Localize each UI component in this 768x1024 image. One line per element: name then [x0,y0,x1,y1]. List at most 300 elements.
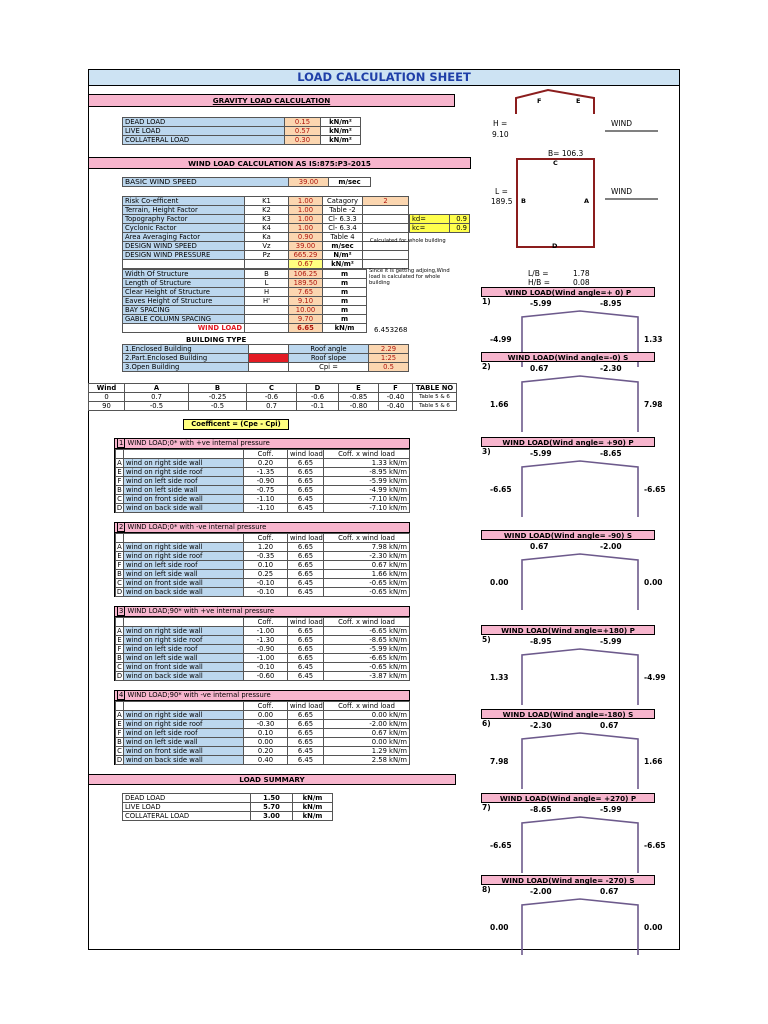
case-windload: 6.65 [288,570,324,579]
case-coff: -1.10 [244,504,288,513]
case-desc: wind on right side roof [124,720,244,729]
case-face: F [116,477,124,486]
case-windload: 6.45 [288,579,324,588]
dimension-value: 189.50 [289,279,323,288]
case-col-header: wind load [288,618,324,627]
wind-case-title: WIND LOAD;90* with -ve internal pressure [127,691,271,699]
label-C: C [553,159,558,167]
case-coff: -0.35 [244,552,288,561]
right-wall-load: -6.65 [644,841,666,850]
dimension-symbol [245,306,289,315]
kd-kc-table [409,214,470,233]
ratio-HB-value: 0.08 [573,278,590,287]
table-row [89,402,457,411]
case-coff: -0.90 [244,645,288,654]
case-desc: wind on back side wall [124,504,244,513]
wind-case-title: WIND LOAD;0* with +ve internal pressure [127,439,270,447]
page-title: LOAD CALCULATION SHEET [88,69,680,86]
table-row [116,561,410,570]
dimension-symbol [245,315,289,324]
table-row [116,588,410,597]
summary-unit: kN/m [293,794,333,803]
label-F: F [537,97,542,105]
coeff-cell: 90 [89,402,125,411]
factor-value: 1.00 [289,224,323,233]
summary-label: COLLATERAL LOAD [123,812,251,821]
case-col-header: Coff. [244,618,288,627]
case-desc: wind on front side wall [124,495,244,504]
wind-case-number: 4 [119,691,124,699]
case-face: D [116,672,123,680]
table-row [116,711,410,720]
factor-ref: kN/m² [323,260,363,269]
dimension-value: 106.25 [289,270,323,279]
frame-outline [522,733,638,789]
case-coff: -0.10 [244,663,288,672]
case-windload: 6.65 [288,459,324,468]
case-face: C [117,495,122,503]
right-roof-load: -5.99 [600,805,622,814]
building-type-option[interactable]: 2.Part.Enclosed Building [123,354,249,363]
case-desc: wind on right side wall [124,459,244,468]
coeff-cell: -0.40 [379,402,413,411]
case-result: -4.99 kN/m [324,486,410,495]
table-row [123,315,367,324]
frame-number: 2) [482,362,491,371]
left-roof-load: 0.67 [530,364,549,373]
case-col-header: wind load [288,702,324,711]
coeff-cell: -0.5 [189,402,247,411]
coeff-cell: -0.6 [247,393,297,402]
factor-ref: N/m² [323,251,363,260]
frame-title: WIND LOAD(Wind angle= -90) S [481,530,655,540]
case-face: C [117,747,122,755]
factor-ref: Catagory [323,197,363,206]
blank-cell [116,534,124,543]
wind-label-1: WIND [611,119,633,128]
coeff-cell: 0.7 [247,402,297,411]
table-row [123,233,409,242]
table-row [123,206,409,215]
dimensions-table [122,269,367,333]
table-row [123,127,361,136]
table-row [116,672,410,681]
summary-value: 3.00 [251,812,293,821]
roof-param-value: 1:25 [369,354,409,363]
table-row [123,324,367,333]
portal-frame [520,647,640,707]
wind-case-1 [114,438,410,513]
case-face: A [117,543,122,551]
table-row [123,178,371,187]
case-desc: wind on back side wall [124,588,244,597]
left-roof-load: -8.65 [530,805,552,814]
dimension-unit: m [323,315,367,324]
gravity-label: LIVE LOAD [123,127,285,136]
frame-outline [522,461,638,517]
left-roof-load: -2.00 [530,887,552,896]
wind-case-2 [114,522,410,597]
case-desc: wind on left side wall [124,570,244,579]
frame-title: WIND LOAD(Wind angle=-180) S [481,709,655,719]
dimension-symbol [245,324,289,333]
frame-outline [522,376,638,432]
table-row [123,197,409,206]
frame-outline [522,899,638,955]
factor-symbol: K3 [245,215,289,224]
factor-value: 0.67 [289,260,323,269]
right-roof-load: -2.30 [600,364,622,373]
case-col-header: wind load [288,534,324,543]
table-row [123,242,409,251]
case-desc: wind on back side wall [124,756,244,765]
case-desc: wind on left side wall [124,654,244,663]
case-result: -8.95 kN/m [324,468,410,477]
table-row [116,702,410,711]
dimension-symbol: H' [245,297,289,306]
table-row [116,663,410,672]
right-wall-load: -4.99 [644,673,666,682]
case-desc: wind on left side wall [124,486,244,495]
right-wall-load: 1.66 [644,757,663,766]
case-coff: -1.30 [244,636,288,645]
coeff-cell: 0.7 [125,393,189,402]
case-result: -0.65 kN/m [324,588,410,597]
factor-extra [363,215,409,224]
building-type-heading: BUILDING TYPE [186,336,247,344]
wind-case-header [115,439,409,449]
case-coff: 1.20 [244,543,288,552]
table-row [123,354,409,363]
case-result: -3.87 kN/m [324,672,410,681]
case-result: 7.98 kN/m [324,543,410,552]
case-result: -8.65 kN/m [324,636,410,645]
table-row [123,215,409,224]
factor-ref: Table 4 [323,233,363,242]
summary-unit: kN/m [293,812,333,821]
factor-value: 39.00 [289,242,323,251]
case-desc: wind on left side roof [124,477,244,486]
right-wall-load: 1.33 [644,335,663,344]
case-windload: 6.45 [288,588,324,597]
case-windload: 6.65 [288,711,324,720]
coeff-header: C [247,384,297,393]
case-coff: -0.10 [244,588,288,597]
case-result: -0.65 kN/m [324,579,410,588]
table-row [123,118,361,127]
coeff-cell: -0.6 [297,393,339,402]
case-face: A [117,459,122,467]
right-roof-load: -5.99 [600,637,622,646]
table-row [123,345,409,354]
table-row [116,504,410,513]
right-wall-load: 0.00 [644,923,663,932]
dimension-unit: m [323,306,367,315]
portal-frame [520,552,640,612]
case-col-header: Coff. x wind load [324,450,410,459]
summary-value: 5.70 [251,803,293,812]
factor-label: Risk Co-efficent [123,197,245,206]
case-windload: 6.45 [288,663,324,672]
table-row [123,279,367,288]
case-desc: wind on left side wall [124,738,244,747]
B-dimension: B= 106.3 [548,149,584,158]
case-windload: 6.65 [288,468,324,477]
coeff-header: B [189,384,247,393]
gravity-unit: kN/m² [321,127,361,136]
coeff-cell: -0.1 [297,402,339,411]
table-row [116,747,410,756]
table-row [123,270,367,279]
roof-param-label: Roof angle [289,345,369,354]
table-row [116,654,410,663]
H-value: 9.10 [492,130,509,139]
wind-case-number: 1 [119,439,124,447]
case-col-header: Coff. [244,702,288,711]
case-windload: 6.45 [288,672,324,681]
wind-case-table [115,617,410,681]
right-wall-load: 7.98 [644,400,663,409]
case-coff: 0.20 [244,747,288,756]
factor-value: 1.00 [289,215,323,224]
gravity-value: 0.57 [285,127,321,136]
case-result: 0.00 kN/m [324,711,410,720]
frame-title: WIND LOAD(Wind angle=+180) P [481,625,655,635]
case-desc: wind on front side wall [124,747,244,756]
case-windload: 6.65 [288,561,324,570]
case-col-header: Coff. x wind load [324,534,410,543]
summary-unit: kN/m [293,803,333,812]
note-whole-building: Calculated for whole building [370,238,446,244]
table-row [89,393,457,402]
case-face: D [116,504,123,512]
case-face: F [116,645,124,654]
coeff-header: TABLE NO [413,384,457,393]
wind-load-extra: 6.453268 [374,326,408,334]
right-roof-load: 0.67 [600,721,619,730]
frame-number: 3) [482,447,491,456]
case-desc: wind on left side roof [124,645,244,654]
frame-number: 5) [482,635,491,644]
ratio-HB-label: H/B = [528,278,550,287]
wind-heading: WIND LOAD CALCULATION AS IS:875:P3-2015 [88,157,471,169]
coeff-header: D [297,384,339,393]
left-wall-load: 1.33 [490,673,509,682]
factor-value: 1.00 [289,197,323,206]
factor-extra: 2 [363,197,409,206]
case-desc: wind on right side wall [124,627,244,636]
case-result: -2.30 kN/m [324,552,410,561]
case-face: D [116,756,123,764]
label-B: B [521,197,526,205]
table-row [116,552,410,561]
case-coff: -1.10 [244,495,288,504]
case-col-header: Coff. [244,450,288,459]
case-windload: 6.45 [288,495,324,504]
case-windload: 6.45 [288,504,324,513]
kd-value: 0.9 [450,215,470,224]
case-result: -7.10 kN/m [324,504,410,513]
wind-case-3 [114,606,410,681]
basic-wind-table [122,177,371,187]
table-row [123,297,367,306]
building-type-selected-marker [249,354,289,363]
dimension-label: GABLE COLUMN SPACING [123,315,245,324]
H-label: H = [493,119,508,128]
case-col-header: Coff. x wind load [324,618,410,627]
table-row [116,720,410,729]
case-coff: -1.35 [244,468,288,477]
case-face: A [117,627,122,635]
case-desc: wind on right side wall [124,543,244,552]
coeff-header: E [339,384,379,393]
case-coff: -1.00 [244,654,288,663]
case-desc: wind on left side roof [124,561,244,570]
case-face: B [117,738,122,746]
coeff-cell: 0 [89,393,125,402]
dimension-value: 7.65 [289,288,323,297]
factor-value: 1.00 [289,206,323,215]
wind-case-header [115,691,409,701]
coeff-header: F [379,384,413,393]
blank-cell [124,618,244,627]
case-windload: 6.65 [288,552,324,561]
factor-label: Area Averaging Factor [123,233,245,242]
case-coff: -0.10 [244,579,288,588]
frame-outline [522,554,638,610]
frame-number: 1) [482,297,491,306]
frame-title: WIND LOAD(Wind angle= +270) P [481,793,655,803]
dimension-value: 6.65 [289,324,323,333]
summary-table [122,793,333,821]
left-roof-load: -2.30 [530,721,552,730]
left-wall-load: -6.65 [490,485,512,494]
ratio-LB-value: 1.78 [573,269,590,278]
case-coff: 0.10 [244,561,288,570]
gravity-value: 0.30 [285,136,321,145]
left-roof-load: -8.95 [530,637,552,646]
case-coff: 0.20 [244,459,288,468]
basic-wind-label: BASIC WIND SPEED [123,178,289,187]
roof-param-value: 0.5 [369,363,409,372]
case-coff: -0.90 [244,477,288,486]
case-windload: 6.65 [288,729,324,738]
building-type-option[interactable]: 3.Open Building [123,363,249,372]
dimension-label: Width Of Structure [123,270,245,279]
frame-number: 8) [482,885,491,894]
factor-label: DESIGN WIND SPEED [123,242,245,251]
summary-heading: LOAD SUMMARY [88,774,456,785]
dimension-value: 9.10 [289,297,323,306]
note-adjoining: Since it is getting adjoing,Wind load is calculated for whole building [369,268,450,286]
blank-cell [124,534,244,543]
case-face: E [117,636,122,644]
case-face: B [117,570,122,578]
factor-symbol: Ka [245,233,289,242]
coeff-cell: -0.40 [379,393,413,402]
summary-label: DEAD LOAD [123,794,251,803]
frame-outline [522,649,638,705]
gravity-label: DEAD LOAD [123,118,285,127]
case-face: E [117,720,122,728]
dimension-value: 10.00 [289,306,323,315]
coeff-cell: Table 5 & 6 [413,402,457,411]
case-result: 2.58 kN/m [324,756,410,765]
left-wall-load: 0.00 [490,923,509,932]
blank-cell [116,450,124,459]
dimension-symbol: B [245,270,289,279]
case-coff: -0.60 [244,672,288,681]
case-result: 1.29 kN/m [324,747,410,756]
right-roof-load: -8.65 [600,449,622,458]
wind-case-title: WIND LOAD;0* with -ve internal pressure [127,523,267,531]
case-coff: -0.75 [244,486,288,495]
blank-cell [116,702,124,711]
frame-title: WIND LOAD(Wind angle= -270) S [481,875,655,885]
factor-label [123,260,245,269]
table-row [89,384,457,393]
right-wall-load: -6.65 [644,485,666,494]
dimension-symbol: H [245,288,289,297]
gravity-label: COLLATERAL LOAD [123,136,285,145]
basic-wind-value: 39.00 [289,178,329,187]
factor-extra [363,206,409,215]
left-roof-load: 0.67 [530,542,549,551]
gravity-heading-text: GRAVITY LOAD CALCULATION [212,96,331,105]
factor-ref: Cl- 6.3.3 [323,215,363,224]
factor-symbol [245,260,289,269]
case-windload: 6.65 [288,636,324,645]
L-label: L = [495,187,508,196]
factor-ref: m/sec [323,242,363,251]
table-row [116,486,410,495]
wind-case-number: 2 [119,523,124,531]
wind-case-title: WIND LOAD;90* with +ve internal pressure [127,607,275,615]
building-type-option[interactable]: 1.Enclosed Building [123,345,249,354]
label-E: E [576,97,581,105]
case-result: 0.00 kN/m [324,738,410,747]
building-plan-diagram [470,86,670,286]
case-windload: 6.65 [288,645,324,654]
table-row [116,636,410,645]
case-col-header: Coff. x wind load [324,702,410,711]
factor-label: Cyclonic Factor [123,224,245,233]
label-D: D [552,242,558,250]
factor-label: Topography Factor [123,215,245,224]
factor-symbol: Pz [245,251,289,260]
table-row [123,251,409,260]
portal-frame [520,459,640,519]
gravity-heading [88,94,455,107]
case-windload: 6.65 [288,654,324,663]
left-wall-load: 7.98 [490,757,509,766]
table-row [116,627,410,636]
coeff-cell: -0.80 [339,402,379,411]
left-roof-load: -5.99 [530,299,552,308]
table-row [116,543,410,552]
dimension-unit: m [323,279,367,288]
case-coff: -0.30 [244,720,288,729]
right-wall-load: 0.00 [644,578,663,587]
coeff-cell: -0.85 [339,393,379,402]
left-roof-load: -5.99 [530,449,552,458]
dimension-label: Clear Height of Structure [123,288,245,297]
right-roof-load: 0.67 [600,887,619,896]
case-coff: -1.00 [244,627,288,636]
table-row [410,215,470,224]
case-windload: 6.65 [288,627,324,636]
left-wall-load: -4.99 [490,335,512,344]
